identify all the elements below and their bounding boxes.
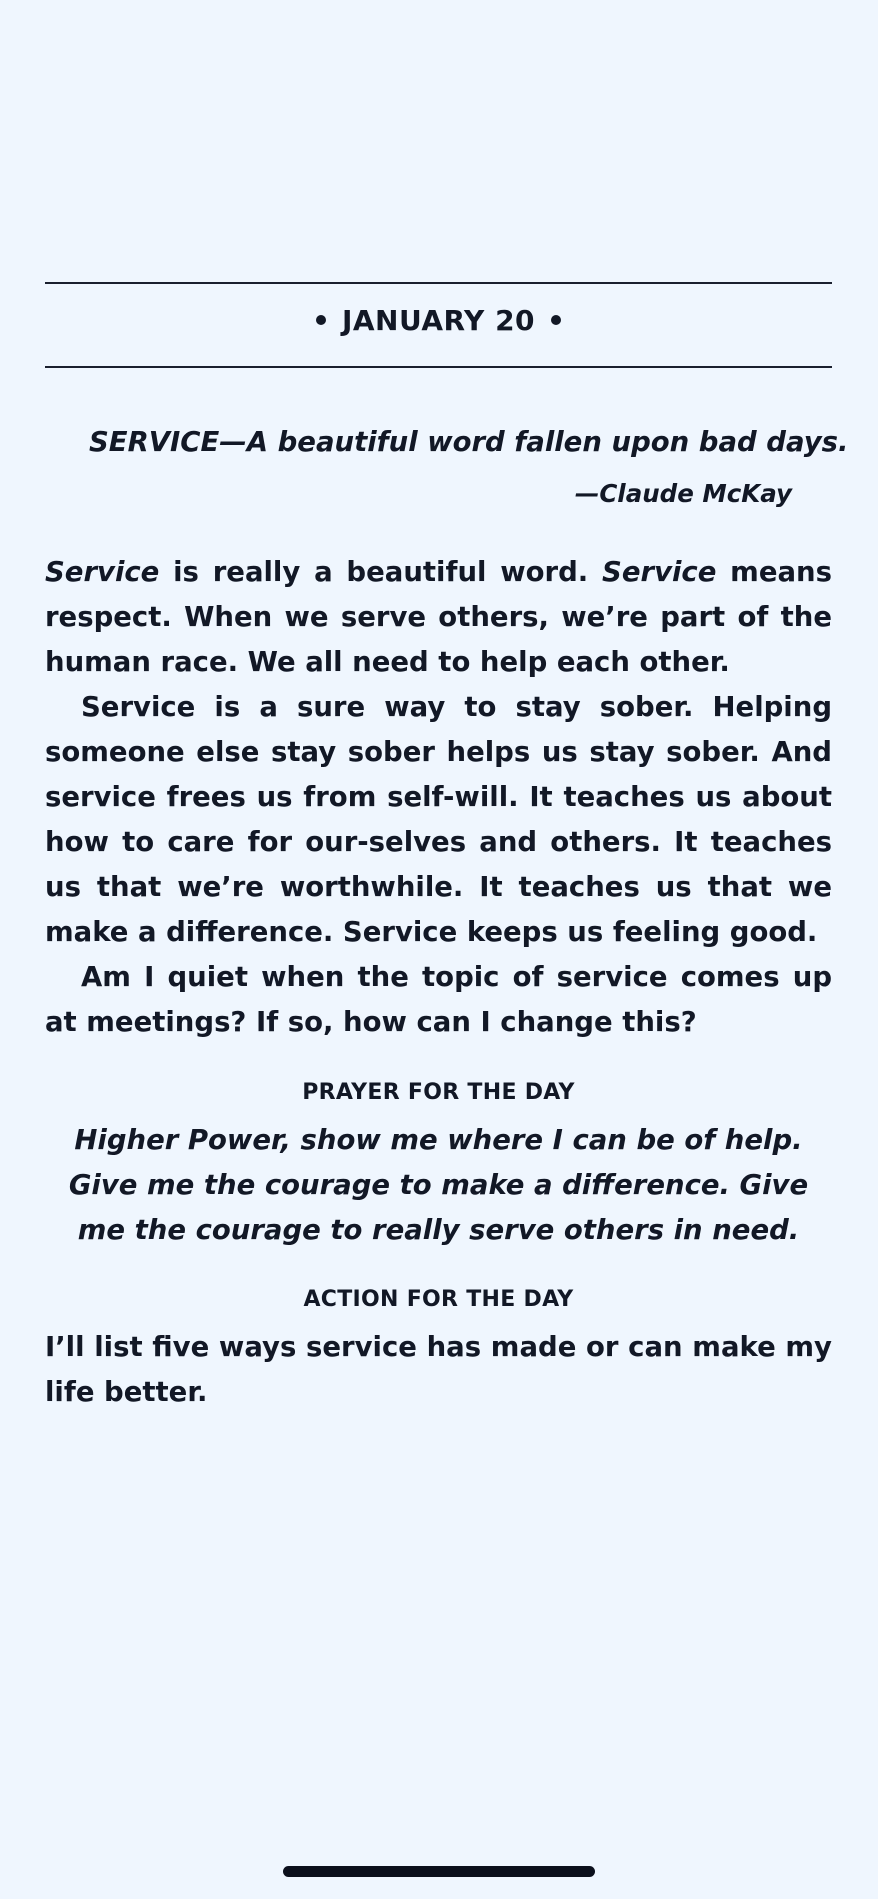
home-indicator[interactable]: [283, 1866, 595, 1877]
entry-date: JANUARY 20: [341, 304, 536, 337]
paragraph-2: Service is a sure way to stay sober. Helping someone else stay sober helps us stay sober. And service frees us from self-will. It teaches us about how to care for our-selves and others. It teaches us that we’re worthwhile. It teaches us that we make a difference. Service keeps us feeling good.: [45, 691, 832, 948]
prayer-line: Higher Power, show me where I can be of help.: [74, 1124, 803, 1156]
paragraph-1: [45, 550, 832, 685]
epigraph-quote: SERVICE—A beautiful word fallen upon bad days.: [89, 426, 849, 458]
bullet-right-icon: [551, 315, 561, 325]
paragraph-1-text-b: means respect. When we serve others, we’re part of the human race. We all need to help each other.: [45, 556, 832, 678]
date-header: [45, 304, 832, 337]
prayer-line: me the courage to really serve others in need.: [77, 1214, 800, 1246]
action-heading: ACTION FOR THE DAY: [303, 1287, 574, 1312]
paragraph-1-text-a: is really a beautiful word.: [159, 556, 603, 588]
reading-body: [45, 550, 832, 1045]
paragraph-3: Am I quiet when the topic of service comes up at meetings? If so, how can I change this?: [45, 961, 832, 1038]
emphasis-service-1: Service: [45, 556, 160, 588]
action-text: I’ll list five ways service has made or can make my life better.: [45, 1331, 832, 1408]
bottom-rule: [45, 366, 832, 368]
prayer-heading: PRAYER FOR THE DAY: [302, 1080, 575, 1105]
top-rule: [45, 282, 832, 284]
bullet-left-icon: [316, 315, 326, 325]
prayer-line: Give me the courage to make a difference. Give: [68, 1169, 809, 1201]
epigraph-attribution: —Claude McKay: [574, 479, 792, 508]
prayer-text: [45, 1118, 832, 1253]
emphasis-service-2: Service: [602, 556, 717, 588]
